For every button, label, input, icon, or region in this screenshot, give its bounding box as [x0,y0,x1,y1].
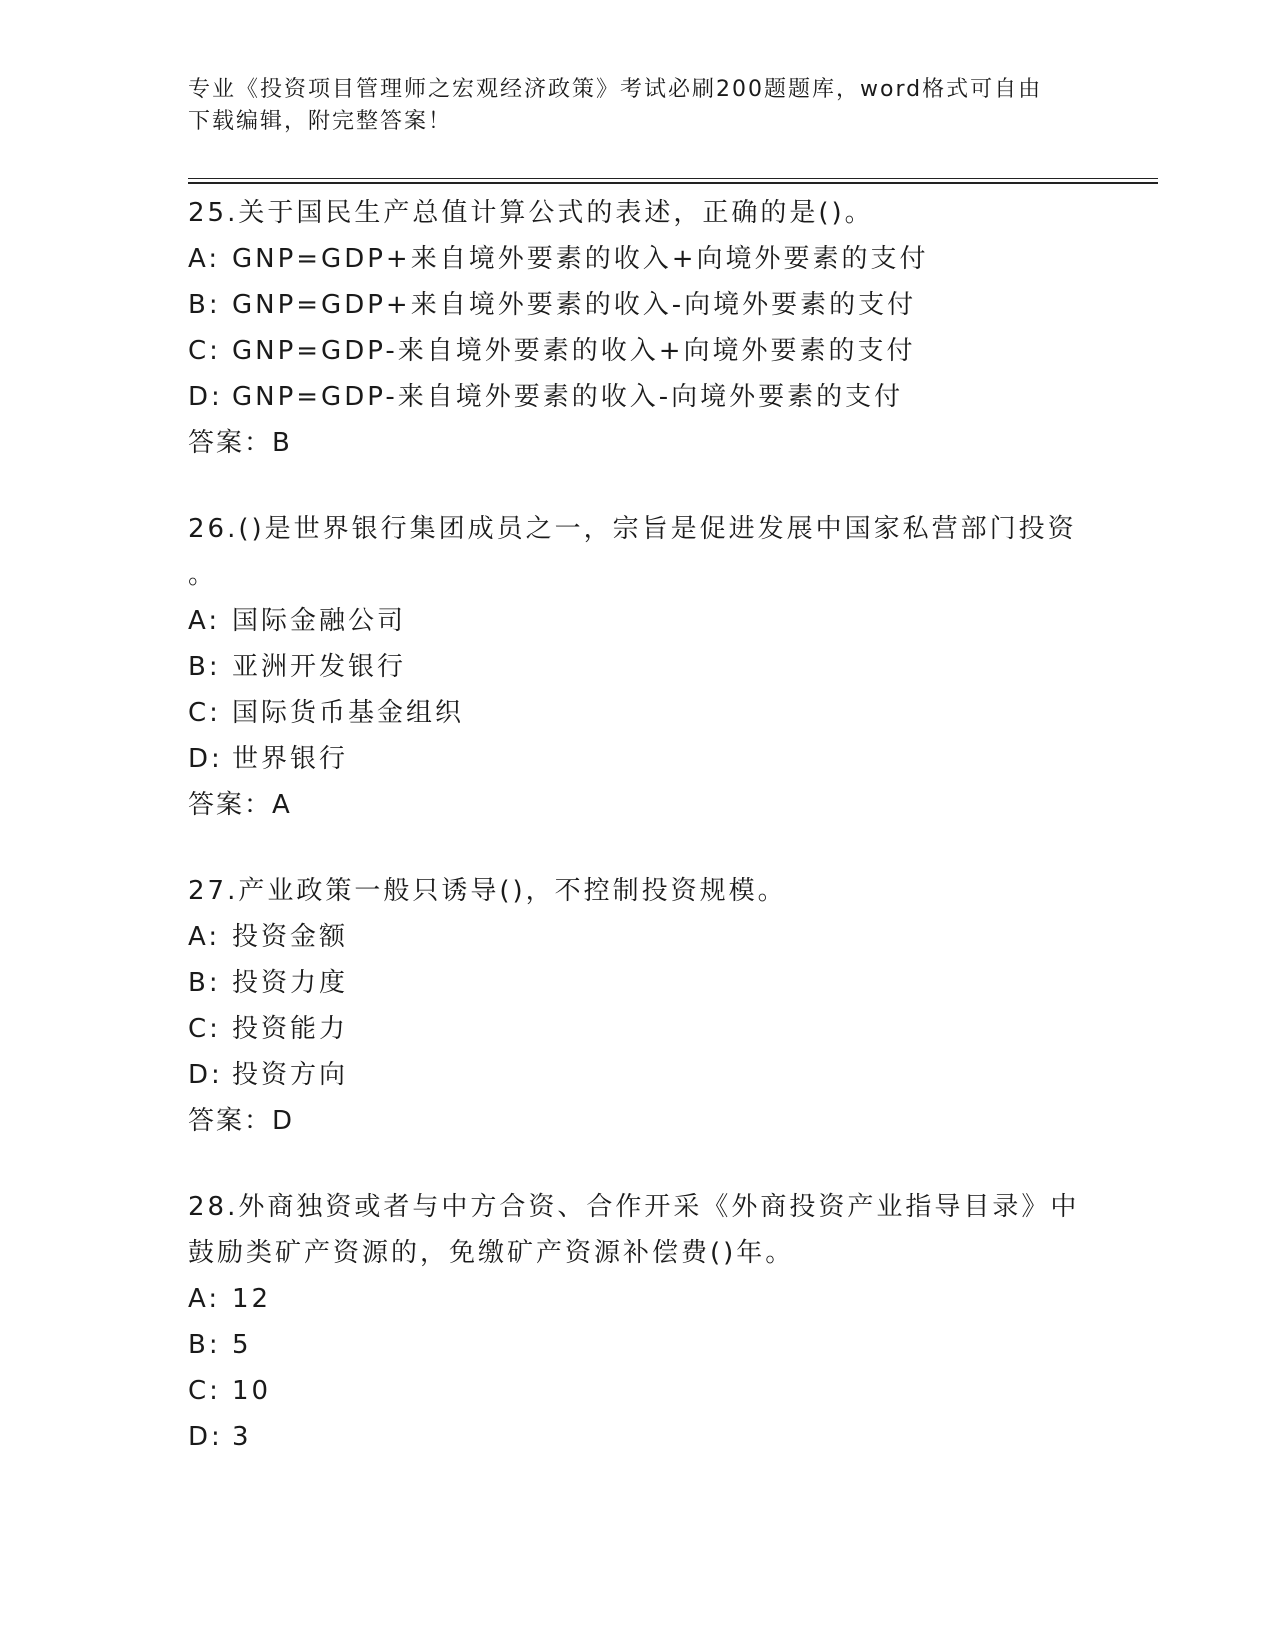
option-letter: A: [188,1284,221,1314]
option-text: GNP=GDP-来自境外要素的收入+向境外要素的支付 [232,336,916,366]
header-line-1: 专业《投资项目管理师之宏观经济政策》考试必刷200题题库，word格式可自由 [188,77,1043,102]
option-text: 亚洲开发银行 [232,652,407,682]
question-list [188,190,1088,1500]
option-a [188,598,1088,644]
option-letter: B: [188,968,221,998]
question-text: 27.产业政策一般只诱导()，不控制投资规模。 [188,876,787,906]
question-text: 26.()是世界银行集团成员之一，宗旨是促进发展中国家私营部门投资 。 [188,514,1077,590]
question-text: 28.外商独资或者与中方合资、合作开采《外商投资产业指导目录》中 鼓励类矿产资源的，免缴矿产资源补偿费()年。 [188,1192,1080,1268]
option-letter: C: [188,698,221,728]
option-letter: D: [188,1422,223,1452]
option-text: GNP=GDP-来自境外要素的收入-向境外要素的支付 [232,382,904,412]
option-b [188,960,1088,1006]
option-b [188,644,1088,690]
option-letter: A: [188,606,221,636]
question-26 [188,506,1088,828]
question-27 [188,868,1088,1144]
option-text: 投资方向 [232,1060,349,1090]
answer-line: 答案：A [188,790,292,820]
option-letter: C: [188,1376,221,1406]
option-letter: C: [188,1014,221,1044]
option-c [188,690,1088,736]
option-text: 投资能力 [232,1014,349,1044]
option-letter: C: [188,336,221,366]
option-text: 3 [232,1422,252,1452]
option-c [188,1368,1088,1414]
option-text: 投资金额 [232,922,349,952]
option-b [188,1322,1088,1368]
option-d [188,1414,1088,1460]
option-letter: A: [188,244,221,274]
option-text: 国际金融公司 [232,606,407,636]
option-text: 世界银行 [232,744,349,774]
option-a [188,1276,1088,1322]
option-letter: D: [188,744,223,774]
option-b [188,282,1088,328]
option-letter: D: [188,382,223,412]
option-text: 投资力度 [232,968,349,998]
header-divider-thin [188,178,1158,179]
option-d [188,1052,1088,1098]
option-letter: D: [188,1060,223,1090]
option-text: 5 [232,1330,252,1360]
header-divider-thick [188,182,1158,184]
question-text: 25.关于国民生产总值计算公式的表述，正确的是()。 [188,198,874,228]
option-text: GNP=GDP+来自境外要素的收入-向境外要素的支付 [232,290,917,320]
option-letter: B: [188,1330,221,1360]
option-text: 12 [232,1284,272,1314]
question-28 [188,1184,1088,1460]
option-d [188,374,1088,420]
answer-line: 答案：D [188,1106,295,1136]
option-text: GNP=GDP+来自境外要素的收入+向境外要素的支付 [232,244,929,274]
option-a [188,236,1088,282]
option-c [188,1006,1088,1052]
document-header [188,74,1088,138]
option-letter: B: [188,290,221,320]
option-letter: B: [188,652,221,682]
header-line-2: 下载编辑，附完整答案！ [188,109,453,134]
option-letter: A: [188,922,221,952]
option-d [188,736,1088,782]
option-text: 10 [232,1376,272,1406]
option-text: 国际货币基金组织 [232,698,465,728]
question-25 [188,190,1088,466]
option-c [188,328,1088,374]
answer-line: 答案：B [188,428,292,458]
option-a [188,914,1088,960]
